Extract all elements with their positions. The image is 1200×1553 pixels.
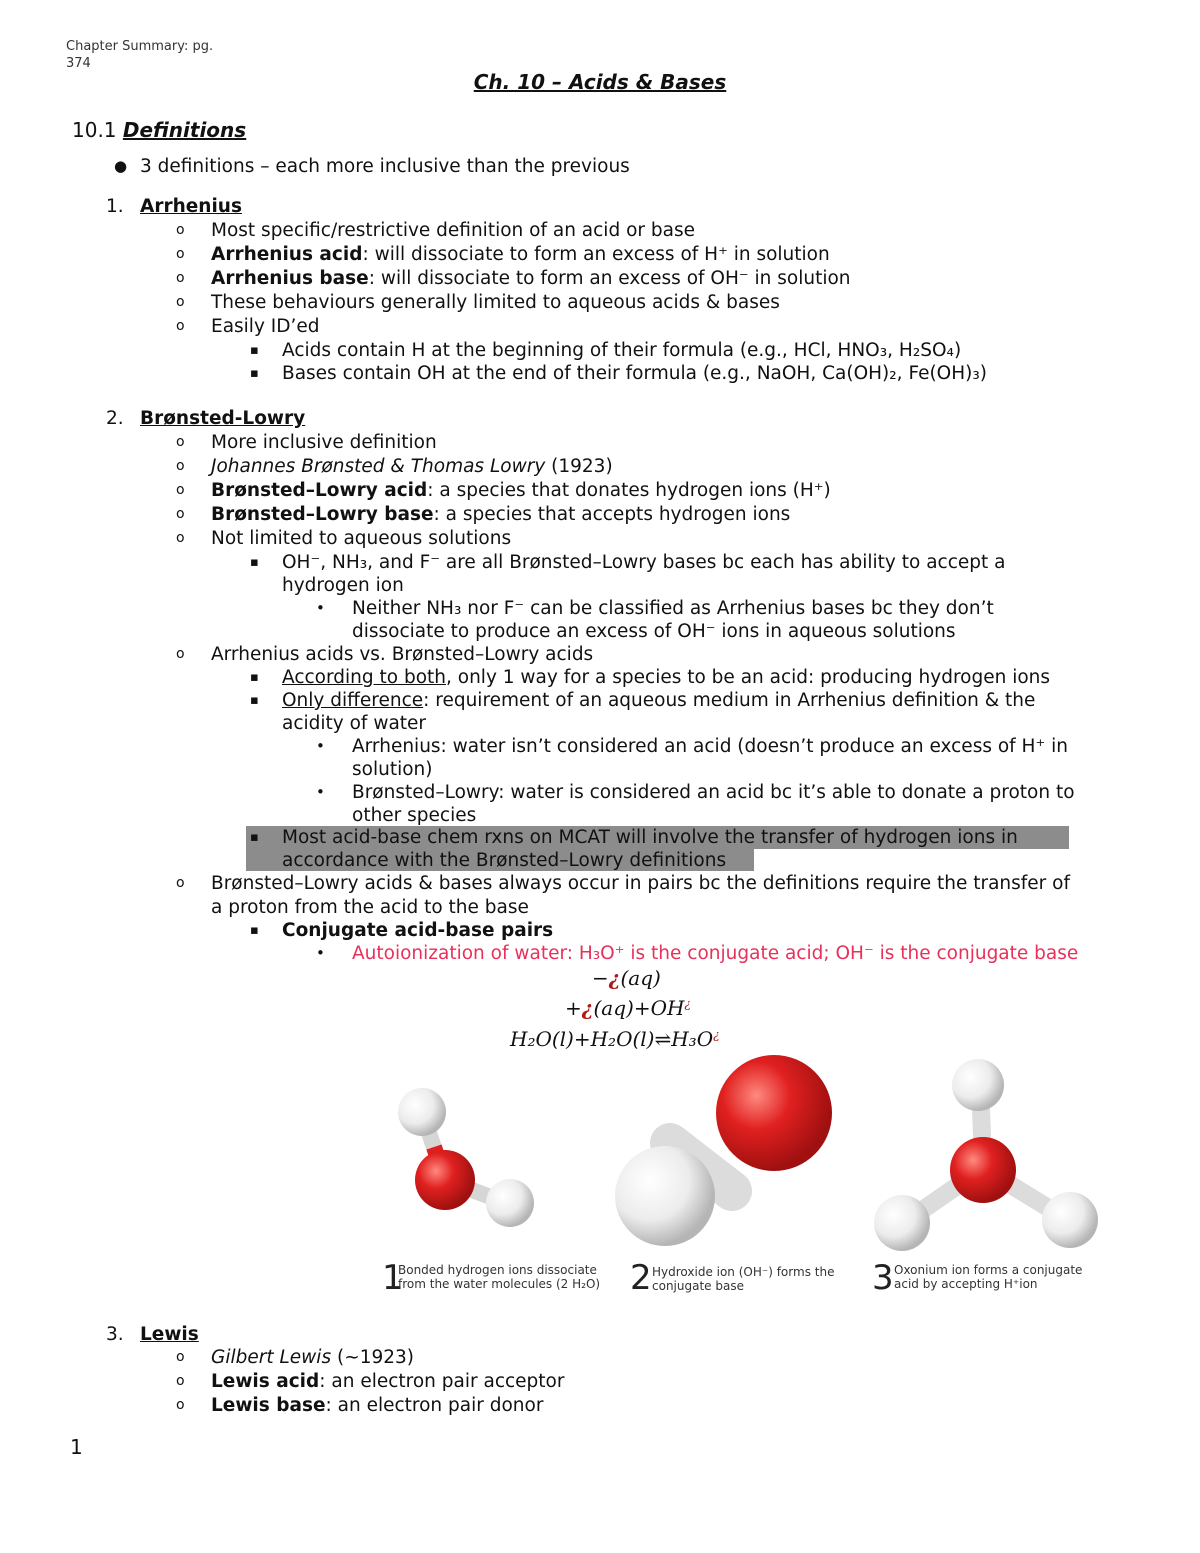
- circle-bullet-icon: o: [176, 530, 185, 546]
- page-number: 1: [70, 1435, 83, 1459]
- list-item-continuation: other species: [352, 805, 477, 826]
- list-item: Neither NH₃ nor F⁻ can be classified as Arrhenius bases bc they don’t: [352, 598, 994, 619]
- figure-caption-2: Hydroxide ion (OH⁻) forms the conjugate base: [652, 1265, 835, 1293]
- oxonium-ion: [874, 1059, 1098, 1251]
- circle-bullet-icon: o: [176, 482, 185, 498]
- list-item: Brønsted–Lowry acid: a species that donates hydrogen ions (H⁺): [211, 480, 831, 501]
- equation-line-1: −¿(aq): [592, 966, 661, 990]
- list-item: Arrhenius acid: will dissociate to form an excess of H⁺ in solution: [211, 244, 830, 265]
- figure-caption-3: Oxonium ion forms a conjugate acid by accepting H⁺ion: [894, 1263, 1083, 1291]
- header-line-2: 374: [66, 56, 91, 71]
- list-item: Bases contain OH at the end of their formula (e.g., NaOH, Ca(OH)₂, Fe(OH)₃): [282, 363, 987, 384]
- square-bullet-icon: ▪: [250, 923, 259, 938]
- intro-bullet: 3 definitions – each more inclusive than the previous: [140, 156, 630, 177]
- list-item: Johannes Brønsted & Thomas Lowry (1923): [211, 456, 613, 477]
- square-bullet-icon: ▪: [250, 830, 259, 845]
- list-item: More inclusive definition: [211, 432, 437, 453]
- circle-bullet-icon: o: [176, 458, 185, 474]
- list-item: Lewis acid: an electron pair acceptor: [211, 1371, 565, 1392]
- section-number: 10.1: [72, 118, 117, 142]
- circle-bullet-icon: o: [176, 318, 185, 334]
- list-item: Arrhenius: water isn’t considered an acid (doesn’t produce an excess of H⁺ in: [352, 736, 1068, 757]
- bronsted-heading: Brønsted-Lowry: [140, 408, 306, 429]
- circle-bullet-icon: o: [176, 506, 185, 522]
- lewis-heading: Lewis: [140, 1324, 199, 1345]
- caption-number: 2: [630, 1258, 652, 1298]
- list-item-continuation: a proton from the acid to the base: [211, 897, 529, 918]
- circle-bullet-icon: o: [176, 646, 185, 662]
- list-item: Not limited to aqueous solutions: [211, 528, 512, 549]
- list-item-continuation: acidity of water: [282, 713, 427, 734]
- circle-bullet-icon: o: [176, 434, 185, 450]
- list-item: OH⁻, NH₃, and F⁻ are all Brønsted–Lowry bases bc each has ability to accept a: [282, 552, 1006, 573]
- list-item-continuation: hydrogen ion: [282, 575, 404, 596]
- arrhenius-heading: Arrhenius: [140, 196, 242, 217]
- bullet-dot-icon: ●: [114, 157, 128, 175]
- circle-bullet-icon: o: [176, 1373, 185, 1389]
- page-title: Ch. 10 – Acids & Bases: [473, 70, 727, 94]
- list-item: According to both, only 1 way for a species to be an acid: producing hydrogen ions: [282, 667, 1051, 688]
- bullet-dot-icon: •: [316, 944, 325, 962]
- caption-number: 1: [382, 1258, 404, 1298]
- list-item-continuation: solution): [352, 759, 433, 780]
- caption-number: 3: [872, 1258, 894, 1298]
- circle-bullet-icon: o: [176, 222, 185, 238]
- chapter-summary-header: [66, 38, 213, 72]
- section-heading: [72, 118, 246, 142]
- autoionization-note: Autoionization of water: H₃O⁺ is the conjugate acid; OH⁻ is the conjugate base: [352, 943, 1079, 964]
- circle-bullet-icon: o: [176, 1349, 185, 1365]
- highlighted-list-item: Most acid-base chem rxns on MCAT will involve the transfer of hydrogen ions in: [282, 827, 1018, 848]
- list-item: Only difference: requirement of an aqueous medium in Arrhenius definition & the: [282, 690, 1036, 711]
- list-item: Conjugate acid-base pairs: [282, 920, 554, 941]
- list-item: Arrhenius acids vs. Brønsted–Lowry acids: [211, 644, 594, 665]
- list-item: Brønsted–Lowry acids & bases always occur in pairs bc the definitions require the transfer of: [211, 873, 1070, 894]
- list-item: Most specific/restrictive definition of an acid or base: [211, 220, 695, 241]
- hydroxide-ion: [615, 1055, 832, 1246]
- list-item: Gilbert Lewis (~1923): [211, 1347, 414, 1368]
- square-bullet-icon: ▪: [250, 555, 259, 570]
- circle-bullet-icon: o: [176, 270, 185, 286]
- square-bullet-icon: ▪: [250, 670, 259, 685]
- equation-line-2: +¿(aq)+OH¿: [565, 996, 691, 1020]
- list-number: 3.: [106, 1324, 124, 1345]
- bullet-dot-icon: •: [316, 599, 325, 617]
- list-item: Lewis base: an electron pair donor: [211, 1395, 544, 1416]
- circle-bullet-icon: o: [176, 1397, 185, 1413]
- list-item: These behaviours generally limited to aqueous acids & bases: [211, 292, 780, 313]
- circle-bullet-icon: o: [176, 246, 185, 262]
- list-item: Acids contain H at the beginning of their formula (e.g., HCl, HNO₃, H₂SO₄): [282, 340, 962, 361]
- list-number: 2.: [106, 408, 124, 429]
- bullet-dot-icon: •: [316, 737, 325, 755]
- bullet-dot-icon: •: [316, 783, 325, 801]
- list-number: 1.: [106, 196, 124, 217]
- header-line-1: Chapter Summary: pg.: [66, 39, 214, 54]
- list-item: Easily ID’ed: [211, 316, 320, 337]
- highlighted-list-item-continuation: accordance with the Brønsted–Lowry definitions: [282, 850, 727, 871]
- list-item-continuation: dissociate to produce an excess of OH⁻ ions in aqueous solutions: [352, 621, 956, 642]
- square-bullet-icon: ▪: [250, 693, 259, 708]
- list-item: Brønsted–Lowry: water is considered an acid bc it’s able to donate a proton to: [352, 782, 1075, 803]
- water-autoionization-figure: [380, 1055, 1120, 1255]
- section-title: Definitions: [122, 118, 247, 142]
- list-item: Arrhenius base: will dissociate to form an excess of OH⁻ in solution: [211, 268, 851, 289]
- circle-bullet-icon: o: [176, 294, 185, 310]
- list-item: Brønsted–Lowry base: a species that accepts hydrogen ions: [211, 504, 791, 525]
- figure-caption-1: Bonded hydrogen ions dissociate from the water molecules (2 H₂O): [398, 1263, 601, 1291]
- square-bullet-icon: ▪: [250, 343, 259, 358]
- water-molecule: [398, 1088, 534, 1227]
- square-bullet-icon: ▪: [250, 366, 259, 381]
- circle-bullet-icon: o: [176, 875, 185, 891]
- equation-line-3: H₂O(l)+H₂O(l)⇌H₃O¿: [510, 1027, 720, 1051]
